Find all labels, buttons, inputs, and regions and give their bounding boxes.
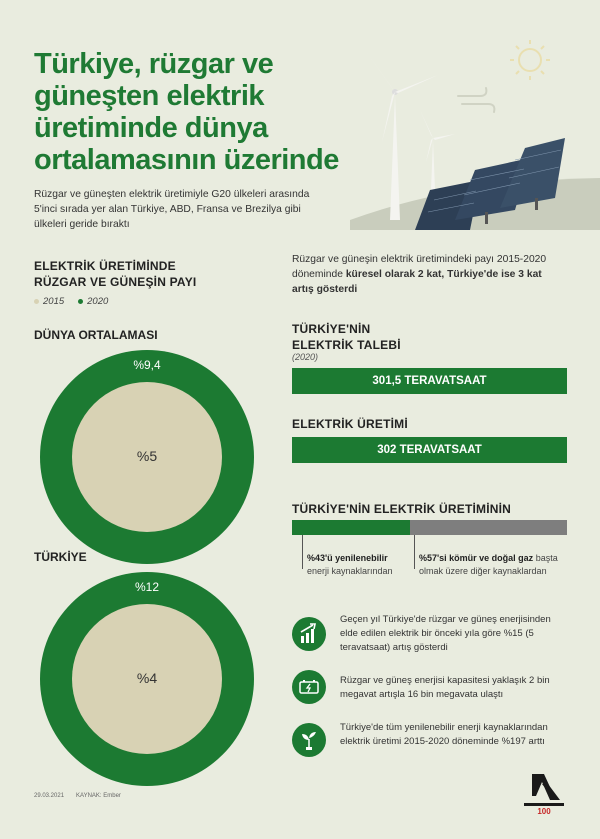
wind-solar-illustration — [330, 30, 600, 230]
legend-swatch-2015 — [34, 299, 39, 304]
page-title: Türkiye, rüzgar ve güneşten elektrik üretiminde dünya ortalamasının üzerinde — [34, 48, 339, 176]
other-share-bold: %57'si kömür ve doğal gaz — [419, 553, 534, 563]
footer — [34, 793, 121, 799]
turkey-value-2015: %4 — [136, 670, 158, 686]
feature-text-3: Türkiye'de tüm yenilenebilir enerji kaynaklarından elektrik üretimi 2015-2020 döneminde %197 arttı — [340, 722, 548, 747]
other-share-text — [419, 552, 558, 578]
growth-text-plain: Rüzgar ve güneşin elektrik üretimindeki payı 2015-2020 döneminde — [292, 254, 547, 280]
other-share-rest2: olmak üzere diğer kaynaklardan — [419, 566, 547, 576]
share-section-title — [34, 258, 274, 290]
legend-item-2020 — [78, 296, 108, 307]
leaf-plug-icon — [292, 723, 326, 757]
wind-turbine-large — [365, 50, 438, 220]
renewable-share-bar — [292, 520, 410, 535]
share-title-line1: ELEKTRİK ÜRETİMİNDE — [34, 259, 176, 273]
demand-title-line1: TÜRKİYE'NİN — [292, 322, 371, 336]
feature-text-1: Geçen yıl Türkiye'de rüzgar ve güneş enerjisinden elde edilen elektrik bir önceki yıla göre %15 (5 teravatsaat) artış gösterdi — [340, 614, 551, 653]
renewable-share-text — [307, 552, 393, 578]
demand-title-line2: ELEKTRİK TALEBİ — [292, 338, 401, 352]
other-share-rest1: başta — [533, 553, 558, 563]
turkey-inner-circle — [72, 604, 222, 754]
legend-item-2015 — [34, 296, 64, 307]
production-value-bar: 302 TERAVATSAAT — [292, 437, 567, 463]
world-average-label: DÜNYA ORTALAMASI — [34, 328, 158, 342]
demand-year: (2020) — [292, 352, 319, 362]
growth-description — [292, 252, 552, 297]
mix-title: TÜRKİYE'NİN ELEKTRİK ÜRETİMİNİN — [292, 502, 512, 516]
other-share-bar — [410, 520, 567, 535]
wind-swirl-icon — [458, 88, 494, 112]
page-subtitle: Rüzgar ve güneşten elektrik üretimiyle G20 ülkeleri arasında 5'inci sırada yer alan Türkiye, ABD, Fransa ve Brezilya gibi ülkeleri geride bıraktı — [34, 189, 310, 230]
footer-source: KAYNAK: Ember — [76, 793, 121, 799]
legend-label-2015: 2015 — [43, 296, 65, 307]
battery-icon — [292, 670, 326, 704]
renewable-share-bold: %43'ü yenilenebilir — [307, 553, 388, 563]
other-divider-line — [414, 535, 415, 569]
production-title: ELEKTRİK ÜRETİMİ — [292, 417, 408, 431]
demand-title — [292, 321, 401, 353]
svg-text:100: 100 — [537, 807, 551, 816]
growth-text-bold: küresel olarak 2 kat, Türkiye'de ise 3 kat artış gösterdi — [292, 269, 542, 295]
demand-value-bar: 301,5 TERAVATSAAT — [292, 368, 567, 394]
legend-swatch-2020 — [78, 299, 83, 304]
anadolu-agency-logo — [522, 770, 566, 820]
turkey-value-2020: %12 — [134, 580, 160, 594]
turkey-donut-chart — [40, 572, 254, 786]
share-title-line2: RÜZGAR VE GÜNEŞİN PAYI — [34, 275, 197, 289]
world-value-2020: %9,4 — [133, 358, 161, 372]
chart-legend — [34, 296, 108, 307]
world-value-2015: %5 — [136, 448, 158, 464]
turkey-label: TÜRKİYE — [34, 550, 87, 564]
renewable-share-rest: enerji kaynaklarından — [307, 566, 393, 576]
world-donut-chart — [40, 350, 254, 564]
renewable-divider-line — [302, 535, 303, 569]
feature-text-2: Rüzgar ve güneş enerjisi kapasitesi yaklaşık 2 bin megavat artışla 16 bin megavata ulaştı — [340, 675, 550, 700]
growth-chart-icon — [292, 617, 326, 651]
world-inner-circle — [72, 382, 222, 532]
sun-icon — [510, 40, 550, 80]
legend-label-2020: 2020 — [87, 296, 109, 307]
footer-date: 29.03.2021 — [34, 793, 65, 799]
